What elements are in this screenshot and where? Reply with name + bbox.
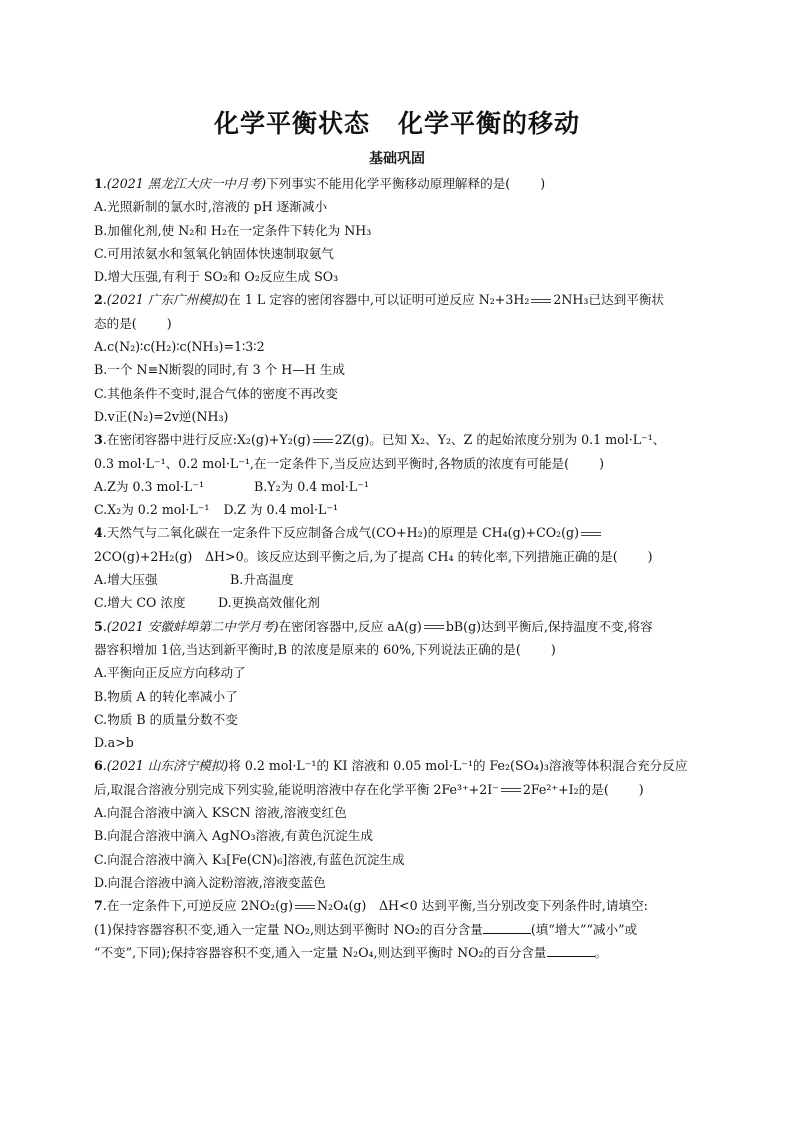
reversible-arrow-icon <box>294 903 316 911</box>
q7-part2-a: “不变”,下同);保持容器容积不变,通入一定量 N₂O₄,则达到平衡时 NO₂的百分含量 <box>94 944 547 960</box>
answer-blank-2[interactable] <box>547 944 595 957</box>
q5-option-a: A.平衡向正反应方向移动了 <box>94 665 246 681</box>
q4-number: 4 <box>94 525 103 541</box>
q3-stem-line-2 <box>94 452 704 475</box>
q2-source: .(2021 广东广州模拟) <box>102 292 229 308</box>
q6-stem-2b: 2Fe²⁺+I₂的是( <box>522 781 609 797</box>
q4-options-cd <box>94 591 704 614</box>
q3-option-b: B.Y₂为 0.4 mol·L⁻¹ <box>254 478 369 494</box>
title-part-2: 化学平衡的移动 <box>398 109 581 138</box>
q4-stem-2: 2CO(g)+2H₂(g) ΔH>0。该反应达到平衡之后,为了提高 CH₄ 的转化率,下列措施正确的是( <box>94 548 618 564</box>
q4-stem-a: .天然气与二氧化碳在一定条件下反应制备合成气(CO+H₂)的原理是 CH₄(g)+CO₂(g) <box>102 525 579 541</box>
q2-option-d: D.v正(N₂)=2v逆(NH₃) <box>94 408 229 424</box>
q5-option-b: B.物质 A 的转化率减小了 <box>94 688 238 704</box>
q2-stem <box>94 288 704 311</box>
q1-option-a: A.光照新制的氯水时,溶液的 pH 逐渐减小 <box>94 199 328 215</box>
q1-option-b: B.加催化剂,使 N₂和 H₂在一定条件下转化为 NH₃ <box>94 222 372 238</box>
q7-stem-b: N₂O₄(g) ΔH<0 达到平衡,当分别改变下列条件时,请填空: <box>317 898 648 914</box>
q1-close: ) <box>540 176 546 191</box>
q6-number: 6 <box>94 758 103 774</box>
q1-stem <box>94 172 704 195</box>
reversible-arrow-icon <box>500 786 522 794</box>
q7-part1-b: (填“增大”“减小”或 <box>530 921 638 937</box>
q2-option-c: C.其他条件不变时,混合气体的密度不再改变 <box>94 385 338 401</box>
q4-options-ab <box>94 568 704 591</box>
q3-option-c: C.X₂为 0.2 mol·L⁻¹ <box>94 502 210 518</box>
q5-option-c: C.物质 B 的质量分数不变 <box>94 711 238 727</box>
section-heading: 基础巩固 <box>369 151 425 167</box>
q6-close: ) <box>638 781 644 797</box>
q3-number: 3 <box>94 432 103 448</box>
q2-option-b: B.一个 N≡N断裂的同时,有 3 个 H—H 生成 <box>94 362 345 378</box>
q2-close: ) <box>166 315 172 331</box>
q7-stem-a: .在一定条件下,可逆反应 2NO₂(g) <box>102 898 294 914</box>
q5-stem-2: 器容积增加 1倍,当达到新平衡时,B 的浓度是原来的 60%,下列说法正确的是( <box>94 641 521 657</box>
q3-option-a: A.Z为 0.3 mol·L⁻¹ <box>94 478 205 494</box>
q5-stem-a: 在密闭容器中,反应 aA(g) <box>278 618 422 634</box>
q7-part2-b: 。 <box>594 944 608 960</box>
page-title <box>0 104 794 140</box>
q7-part1 <box>94 918 704 941</box>
q4-stem <box>94 521 704 544</box>
q6-option-b: B.向混合溶液中滴入 AgNO₃溶液,有黄色沉淀生成 <box>94 828 373 844</box>
q4-option-d: D.更换高效催化剂 <box>218 595 320 611</box>
q5-stem-line-2 <box>94 638 704 661</box>
q4-option-c: C.增大 CO 浓度 <box>94 595 186 611</box>
q1-option-c: C.可用浓氨水和氢氧化钠固体快速制取氨气 <box>94 245 334 261</box>
q7-part2 <box>94 941 704 964</box>
q5-option-d: D.a>b <box>94 735 134 751</box>
q6-option-d: D.向混合溶液中滴入淀粉溶液,溶液变蓝色 <box>94 874 326 890</box>
q4-close: ) <box>647 548 653 564</box>
q6-stem-2a: 后,取混合溶液分别完成下列实验,能说明溶液中存在化学平衡 2Fe³⁺+2I⁻ <box>94 781 499 797</box>
q1-source: .(2021 黑龙江大庆一中月考) <box>102 176 266 191</box>
q5-stem-b: bB(g)达到平衡后,保持温度不变,将容 <box>445 618 653 634</box>
q1-stem-text: 下列事实不能用化学平衡移动原理解释的是( <box>266 176 511 191</box>
q3-option-d: D.Z 为 0.4 mol·L⁻¹ <box>223 502 339 518</box>
q4-option-a: A.增大压强 <box>94 572 158 588</box>
q6-stem-line-2 <box>94 778 704 801</box>
reversible-arrow-icon <box>530 297 552 305</box>
q6-source: .(2021 山东济宁模拟) <box>102 758 229 774</box>
q6-stem-a: 将 0.2 mol·L⁻¹的 KI 溶液和 0.05 mol·L⁻¹的 Fe₂(SO₄)₃溶液等体积混合充分反应 <box>228 758 688 774</box>
q6-option-c: C.向混合溶液中滴入 K₃[Fe(CN)₆]溶液,有蓝色沉淀生成 <box>94 851 405 867</box>
q5-number: 5 <box>94 618 103 634</box>
q3-stem-2: 0.3 mol·L⁻¹、0.2 mol·L⁻¹,在一定条件下,当反应达到平衡时,各物质的浓度有可能是( <box>94 455 570 471</box>
q2-stem-2: 态的是( <box>94 315 137 331</box>
question-list <box>94 172 704 964</box>
q1-number: 1 <box>94 176 103 191</box>
q6-stem <box>94 754 704 777</box>
q2-number: 2 <box>94 292 103 308</box>
q2-stem-b: 2NH₃已达到平衡状 <box>553 292 665 308</box>
q5-stem <box>94 615 704 638</box>
q4-stem-line-2 <box>94 545 704 568</box>
q5-source: .(2021 安徽蚌埠第二中学月考) <box>102 618 279 634</box>
q3-close: ) <box>599 455 604 471</box>
answer-blank-1[interactable] <box>483 921 531 934</box>
q4-option-b: B.升高温度 <box>230 572 294 588</box>
q2-stem-a: 在 1 L 定容的密闭容器中,可以证明可逆反应 N₂+3H₂ <box>228 292 530 308</box>
reversible-arrow-icon <box>580 530 602 538</box>
q1-option-d: D.增大压强,有利于 SO₂和 O₂反应生成 SO₃ <box>94 269 339 285</box>
q2-option-a: A.c(N₂)∶c(H₂)∶c(NH₃)=1∶3∶2 <box>94 339 265 355</box>
q3-options-ab <box>94 475 704 498</box>
reversible-arrow-icon <box>423 623 445 631</box>
q7-stem <box>94 894 704 917</box>
q3-stem-b: 2Z(g)。已知 X₂、Y₂、Z 的起始浓度分别为 0.1 mol·L⁻¹、 <box>334 432 666 448</box>
q6-option-a: A.向混合溶液中滴入 KSCN 溶液,溶液变红色 <box>94 805 347 821</box>
q2-stem-line-2 <box>94 312 704 335</box>
reversible-arrow-icon <box>312 437 334 445</box>
q3-options-cd <box>94 498 704 521</box>
q3-stem-a: .在密闭容器中进行反应:X₂(g)+Y₂(g) <box>102 432 311 448</box>
title-part-1: 化学平衡状态 <box>213 109 370 138</box>
q5-close: ) <box>550 641 556 657</box>
q3-stem <box>94 428 704 451</box>
q7-part1-a: (1)保持容器容积不变,通入一定量 NO₂,则达到平衡时 NO₂的百分含量 <box>94 921 483 937</box>
q7-number: 7 <box>94 898 103 914</box>
